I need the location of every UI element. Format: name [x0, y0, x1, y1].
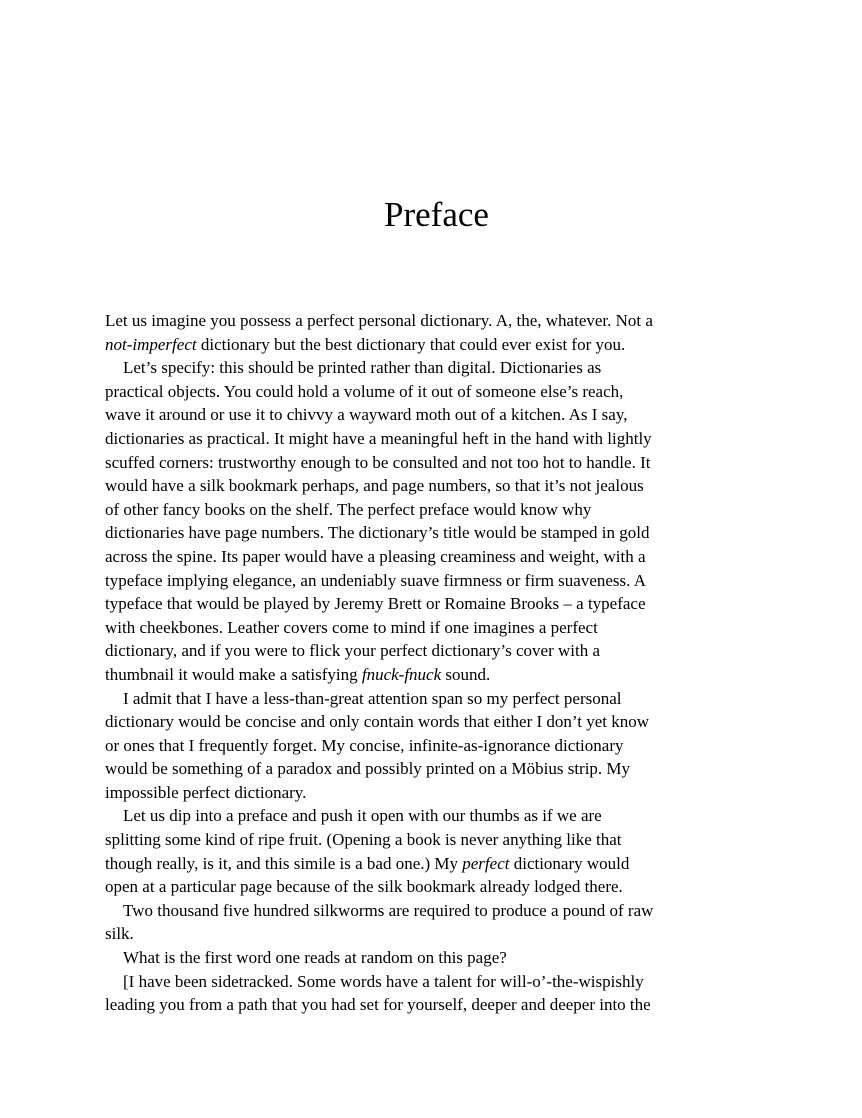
text-line: [105, 616, 768, 640]
text-segment: What is the first word one reads at random on this page?: [123, 948, 507, 968]
text-line: [105, 474, 768, 498]
text-segment: typeface that would be played by Jeremy Brett or Romaine Brooks – a typeface: [105, 594, 646, 614]
text-line: [105, 710, 768, 734]
text-segment: impossible perfect dictionary.: [105, 782, 307, 802]
text-line: [105, 875, 768, 899]
text-line: [105, 569, 768, 593]
text-line: [105, 309, 768, 333]
page-title: Preface: [384, 195, 489, 234]
text-line: [105, 545, 768, 569]
text-segment: I admit that I have a less-than-great attention span so my perfect personal: [123, 688, 622, 708]
text-segment: with cheekbones. Leather covers come to mind if one imagines a perfect: [105, 617, 598, 637]
text-line: [105, 639, 768, 663]
text-segment: dictionary but the best dictionary that could ever exist for you.: [196, 334, 626, 354]
text-segment: Let us dip into a preface and push it open with our thumbs as if we are: [123, 806, 602, 826]
text-line: [105, 403, 768, 427]
text-segment: across the spine. Its paper would have a pleasing creaminess and weight, with a: [105, 546, 646, 566]
text-line: [105, 498, 768, 522]
text-line: [105, 946, 768, 970]
text-line: [105, 356, 768, 380]
text-segment: would have a silk bookmark perhaps, and page numbers, so that it’s not jealous: [105, 476, 644, 496]
text-segment: Two thousand five hundred silkworms are required to produce a pound of raw: [123, 900, 654, 920]
text-line: [105, 993, 768, 1017]
text-line: [105, 922, 768, 946]
text-segment: would be something of a paradox and possibly printed on a Möbius strip. My: [105, 759, 631, 779]
text-segment: or ones that I frequently forget. My concise, infinite-as-ignorance dictionary: [105, 735, 624, 755]
text-line: [105, 521, 768, 545]
text-segment: splitting some kind of ripe fruit. (Opening a book is never anything like that: [105, 830, 622, 850]
text-segment: dictionary would: [509, 853, 630, 873]
text-segment: dictionary, and if you were to flick your perfect dictionary’s cover with a: [105, 641, 601, 661]
text-line: [105, 451, 768, 475]
text-line: [105, 781, 768, 805]
text-segment: dictionaries have page numbers. The dictionary’s title would be stamped in gold: [105, 523, 650, 543]
text-segment: leading you from a path that you had set for yourself, deeper and deeper into the: [105, 995, 651, 1015]
text-segment: silk.: [105, 924, 134, 944]
text-line: [105, 380, 768, 404]
body-text: [105, 309, 768, 1017]
text-segment: fnuck-fnuck: [361, 664, 442, 684]
text-segment: Let us imagine you possess a perfect personal dictionary. A, the, whatever. Not a: [105, 311, 653, 330]
text-line: [105, 663, 768, 687]
text-segment: dictionary would be concise and only contain words that either I don’t yet know: [105, 712, 650, 732]
text-segment: not-imperfect: [105, 334, 197, 354]
text-line: [105, 687, 768, 711]
text-line: [105, 333, 768, 357]
text-segment: though really, is it, and this simile is a bad one.) My: [105, 853, 463, 873]
text-segment: Let’s specify: this should be printed rather than digital. Dictionaries as: [123, 358, 602, 378]
text-line: [105, 970, 768, 994]
text-line: [105, 734, 768, 758]
text-segment: [I have been sidetracked. Some words have a talent for will-o’-the-wispishly: [123, 971, 644, 991]
text-line: [105, 828, 768, 852]
text-segment: perfect: [462, 853, 510, 873]
text-segment: thumbnail it would make a satisfying: [105, 664, 362, 684]
text-segment: practical objects. You could hold a volume of it out of someone else’s reach,: [105, 381, 624, 401]
text-line: [105, 852, 768, 876]
text-segment: typeface implying elegance, an undeniably suave firmness or firm suaveness. A: [105, 570, 646, 590]
text-line: [105, 899, 768, 923]
text-segment: sound.: [441, 664, 491, 684]
text-segment: wave it around or use it to chivvy a wayward moth out of a kitchen. As I say,: [105, 405, 628, 425]
text-segment: scuffed corners: trustworthy enough to be consulted and not too hot to handle. It: [105, 452, 651, 472]
text-line: [105, 427, 768, 451]
text-line: [105, 804, 768, 828]
text-segment: of other fancy books on the shelf. The perfect preface would know why: [105, 499, 592, 519]
text-line: [105, 592, 768, 616]
text-segment: open at a particular page because of the silk bookmark already lodged there.: [105, 877, 623, 897]
text-line: [105, 757, 768, 781]
text-segment: dictionaries as practical. It might have a meaningful heft in the hand with lightly: [105, 428, 652, 448]
